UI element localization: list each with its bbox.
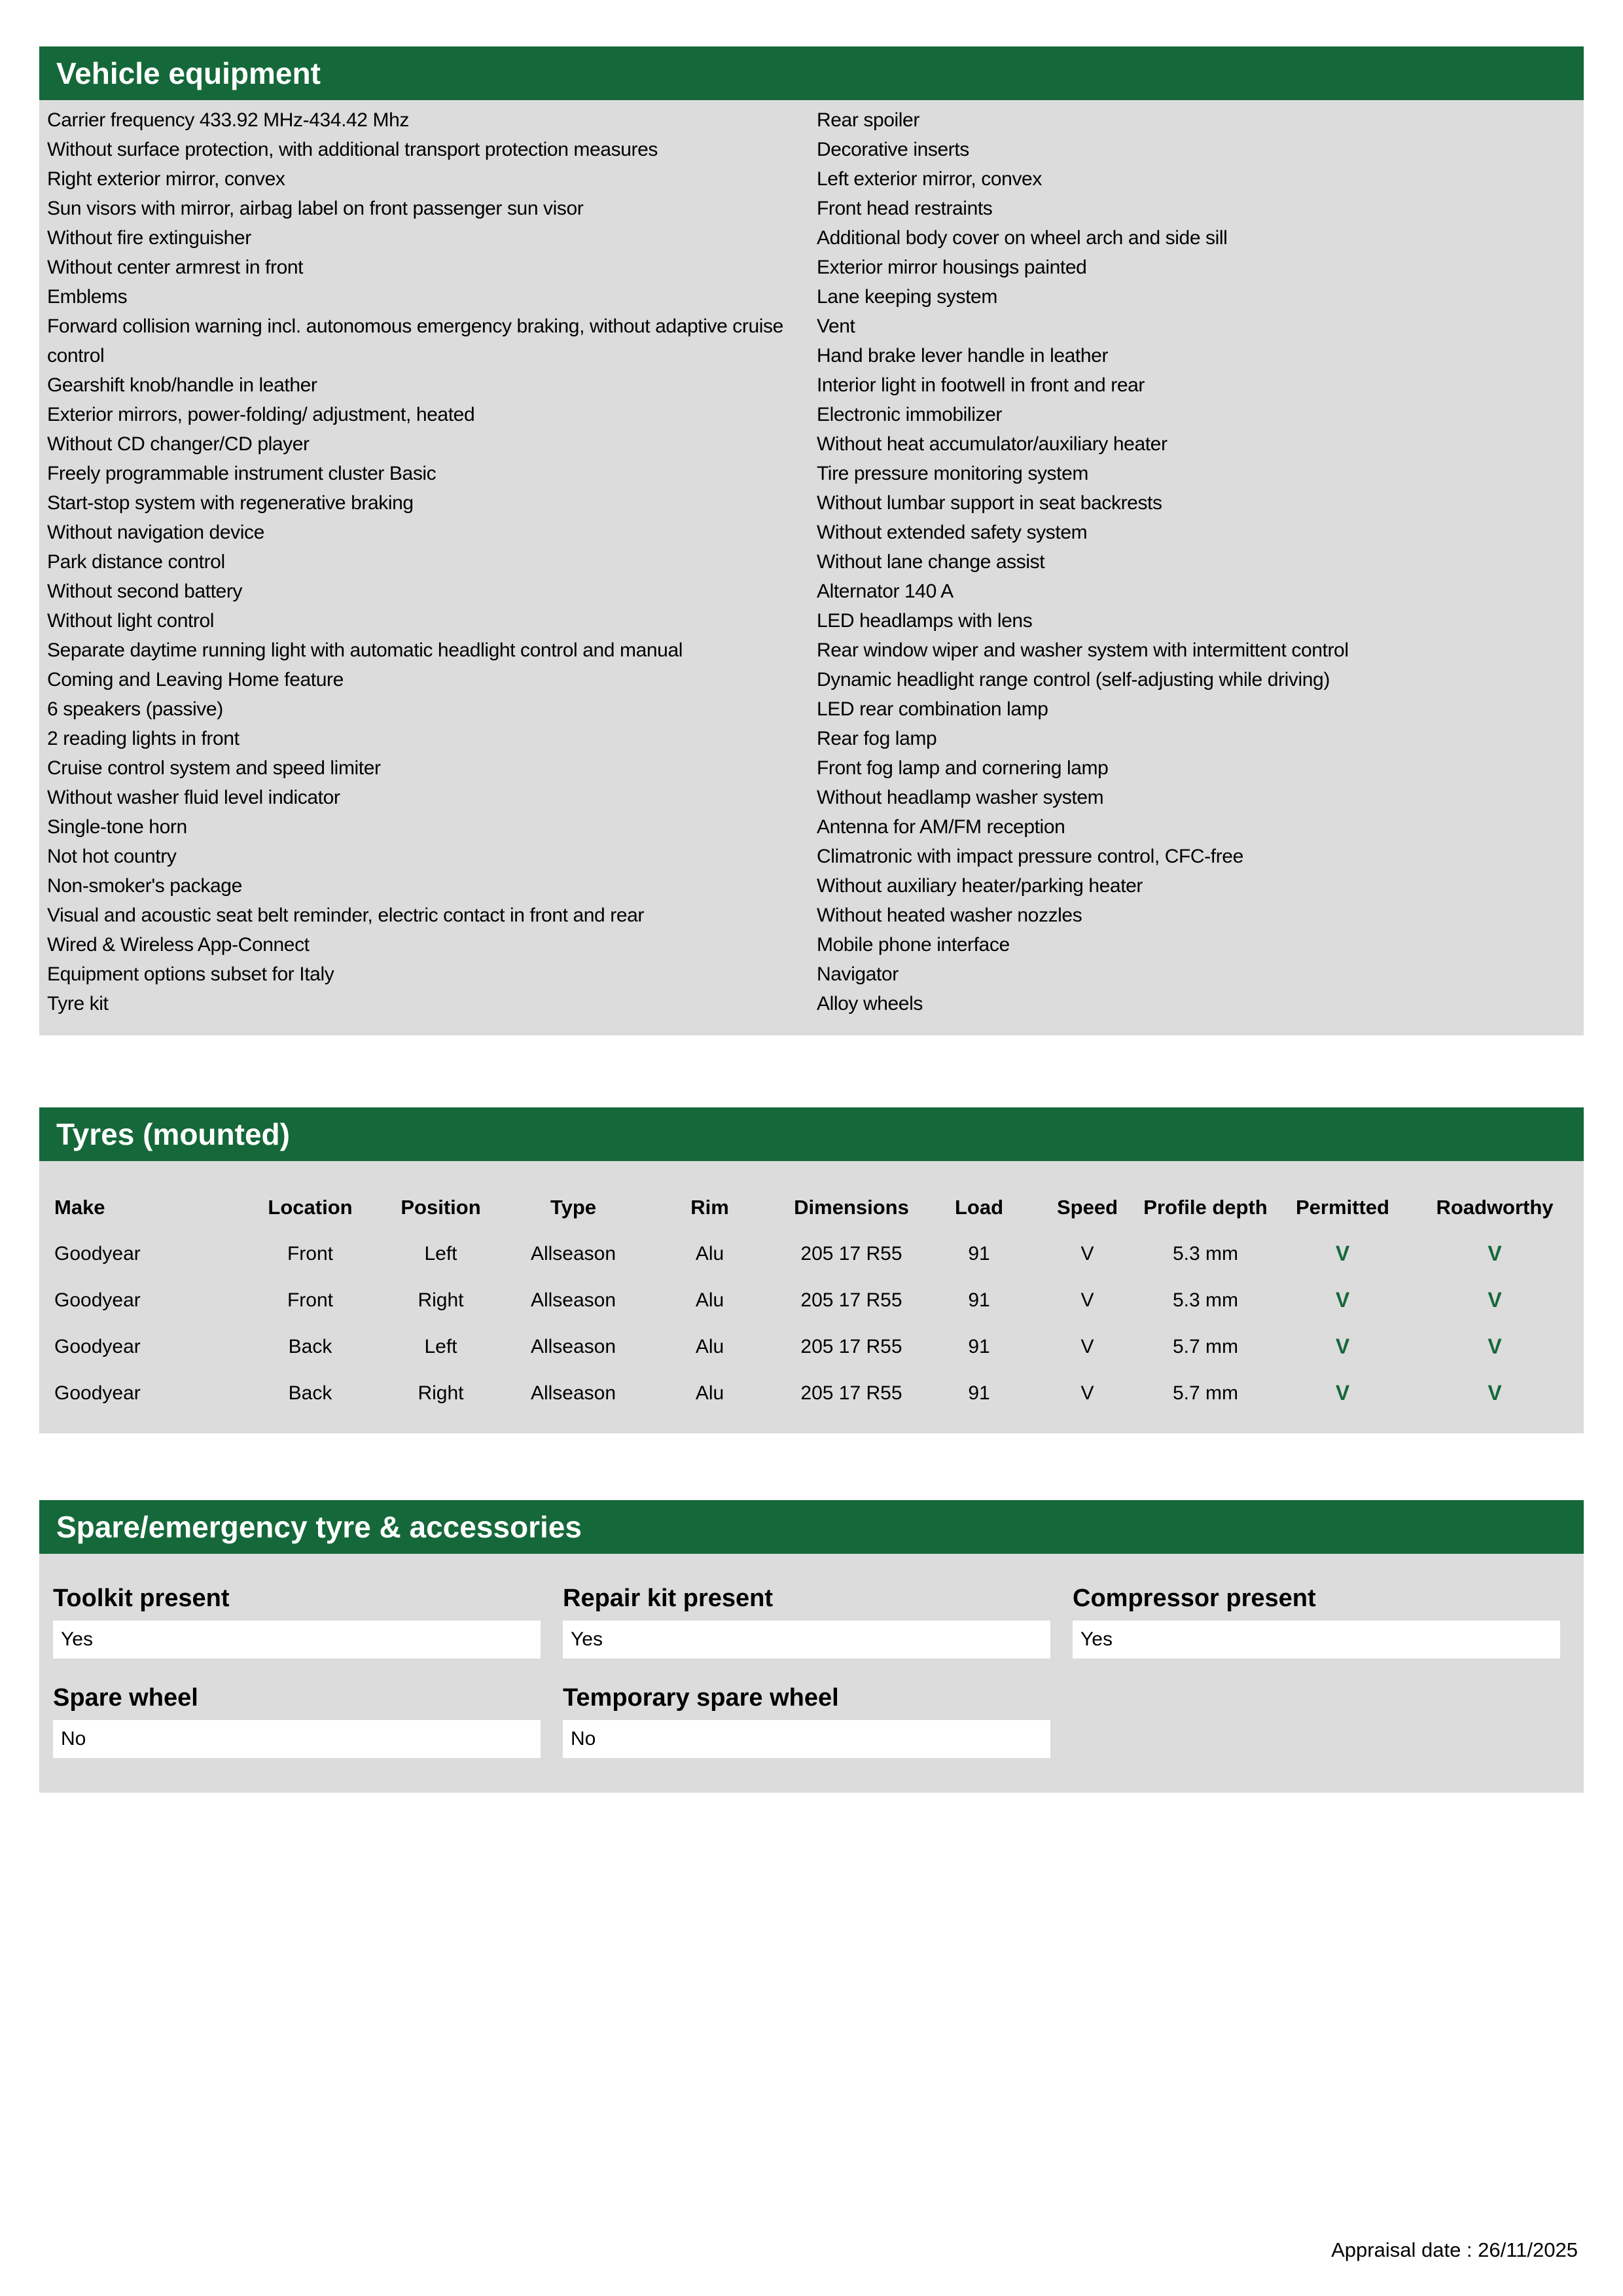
tyres-cell-make: Goodyear xyxy=(54,1242,141,1265)
tyres-table xyxy=(48,1185,1575,1416)
tyres-cell-load: 91 xyxy=(968,1242,990,1265)
equipment-item: Without lane change assist xyxy=(817,551,1045,573)
equipment-item: Non-smoker's package xyxy=(47,875,242,897)
tyres-cell-load: 91 xyxy=(968,1289,990,1311)
equipment-item: Front head restraints xyxy=(817,198,993,219)
equipment-item: Right exterior mirror, convex xyxy=(47,168,285,190)
equipment-item: Without light control xyxy=(47,610,215,632)
equipment-item: Decorative inserts xyxy=(817,139,969,160)
tyres-table-row xyxy=(48,1277,1575,1323)
tyres-cell-rim: Alu xyxy=(695,1242,724,1265)
tyres-cell-dimensions: 205 17 R55 xyxy=(800,1242,902,1265)
equipment-item: Separate daytime running light with automatic headlight control and manual xyxy=(47,639,683,661)
field-value-box: Yes xyxy=(563,1621,1050,1659)
tyres-cell-make: Goodyear xyxy=(54,1382,141,1404)
tyres-cell-profile-depth: 5.7 mm xyxy=(1172,1335,1239,1357)
equipment-item: Without lumbar support in seat backrests xyxy=(817,492,1162,514)
tyres-cell-rim: Alu xyxy=(695,1335,724,1357)
tyres-cell-rim: Alu xyxy=(695,1382,724,1404)
section-header-vehicle-equipment xyxy=(39,46,1584,100)
equipment-column-right xyxy=(817,105,1576,1018)
equipment-item: Without washer fluid level indicator xyxy=(47,787,340,808)
tyres-column-header-position: Position xyxy=(401,1196,481,1219)
equipment-item: Alternator 140 A xyxy=(817,581,954,602)
section-title: Spare/emergency tyre & accessories xyxy=(56,1510,582,1544)
equipment-item: Carrier frequency 433.92 MHz-434.42 Mhz xyxy=(47,109,409,131)
equipment-item: Forward collision warning incl. autonomous emergency braking, without adaptive cruise control xyxy=(47,315,783,367)
tyres-cell-speed: V xyxy=(1080,1335,1094,1357)
tyres-column-header-load: Load xyxy=(954,1196,1004,1219)
equipment-item: Without center armrest in front xyxy=(47,257,304,278)
equipment-item: Emblems xyxy=(47,286,128,308)
section-title: Tyres (mounted) xyxy=(56,1117,290,1151)
equipment-item: Without navigation device xyxy=(47,522,264,543)
tyres-cell-type: Allseason xyxy=(530,1335,616,1357)
equipment-item: Antenna for AM/FM reception xyxy=(817,816,1065,838)
equipment-item: Dynamic headlight range control (self-adjusting while driving) xyxy=(817,669,1330,691)
tyres-cell-location: Back xyxy=(288,1335,332,1357)
tyres-header-row xyxy=(48,1185,1575,1230)
equipment-item: Rear spoiler xyxy=(817,109,919,131)
tyres-table-row xyxy=(48,1323,1575,1370)
tyres-column-header-make: Make xyxy=(54,1196,105,1219)
spare-field-compressor-present xyxy=(1073,1584,1560,1659)
equipment-item: Without second battery xyxy=(47,581,243,602)
tyres-cell-speed: V xyxy=(1080,1382,1094,1404)
field-label: Toolkit present xyxy=(53,1585,230,1612)
tyres-cell-profile-depth: 5.3 mm xyxy=(1172,1289,1239,1311)
equipment-item: Without heat accumulator/auxiliary heater xyxy=(817,433,1168,455)
equipment-item: Coming and Leaving Home feature xyxy=(47,669,344,691)
tyres-cell-rim: Alu xyxy=(695,1289,724,1311)
tyres-column-header-location: Location xyxy=(268,1196,353,1219)
section-spare-emergency-tyre xyxy=(39,1500,1584,1793)
tyres-cell-roadworthy: V xyxy=(1488,1242,1502,1265)
tyres-cell-type: Allseason xyxy=(530,1289,616,1311)
equipment-item: Exterior mirrors, power-folding/ adjustment, heated xyxy=(47,404,475,425)
tyres-cell-position: Left xyxy=(424,1335,457,1357)
tyres-table-head xyxy=(48,1185,1575,1230)
spare-fields-grid xyxy=(39,1554,1584,1793)
equipment-item: Vent xyxy=(817,315,855,337)
tyres-cell-dimensions: 205 17 R55 xyxy=(800,1382,902,1404)
equipment-item: Mobile phone interface xyxy=(817,934,1010,956)
tyres-table-row xyxy=(48,1230,1575,1277)
spare-field-spare-wheel xyxy=(53,1683,541,1758)
tyres-column-header-rim: Rim xyxy=(690,1196,729,1219)
equipment-item: 6 speakers (passive) xyxy=(47,698,223,720)
tyres-cell-permitted: V xyxy=(1335,1288,1350,1312)
equipment-item: Start-stop system with regenerative braking xyxy=(47,492,414,514)
equipment-item: Park distance control xyxy=(47,551,225,573)
tyres-column-header-speed: Speed xyxy=(1056,1196,1118,1219)
equipment-item: Lane keeping system xyxy=(817,286,997,308)
tyres-column-header-profile-depth: Profile depth xyxy=(1143,1196,1268,1219)
equipment-item: Navigator xyxy=(817,963,899,985)
spare-field-toolkit-present xyxy=(53,1584,541,1659)
field-label: Temporary spare wheel xyxy=(563,1684,839,1712)
spare-field-repair-kit-present xyxy=(563,1584,1050,1659)
tyres-table-body xyxy=(39,1161,1584,1433)
equipment-item: Visual and acoustic seat belt reminder, electric contact in front and rear xyxy=(47,905,645,926)
equipment-item: Tyre kit xyxy=(47,993,109,1014)
tyres-column-header-dimensions: Dimensions xyxy=(794,1196,909,1219)
equipment-item: Single-tone horn xyxy=(47,816,187,838)
tyres-cell-permitted: V xyxy=(1335,1381,1350,1405)
equipment-item: Front fog lamp and cornering lamp xyxy=(817,757,1109,779)
tyres-cell-roadworthy: V xyxy=(1488,1335,1502,1358)
tyres-cell-permitted: V xyxy=(1335,1335,1350,1358)
equipment-item: Rear fog lamp xyxy=(817,728,937,749)
tyres-cell-location: Front xyxy=(287,1242,334,1265)
tyres-cell-position: Right xyxy=(418,1382,464,1404)
tyres-cell-position: Right xyxy=(418,1289,464,1311)
equipment-item: Without auxiliary heater/parking heater xyxy=(817,875,1143,897)
tyres-cell-permitted: V xyxy=(1335,1242,1350,1265)
spare-field-temporary-spare-wheel xyxy=(563,1683,1050,1758)
equipment-item: Electronic immobilizer xyxy=(817,404,1002,425)
section-vehicle-equipment xyxy=(39,46,1584,1035)
equipment-item: Without extended safety system xyxy=(817,522,1088,543)
field-label: Repair kit present xyxy=(563,1585,773,1612)
field-label: Compressor present xyxy=(1073,1585,1316,1612)
tyres-cell-profile-depth: 5.3 mm xyxy=(1172,1242,1239,1265)
tyres-cell-dimensions: 205 17 R55 xyxy=(800,1289,902,1311)
tyres-cell-roadworthy: V xyxy=(1488,1288,1502,1312)
equipment-item: Climatronic with impact pressure control, CFC-free xyxy=(817,846,1243,867)
tyres-cell-load: 91 xyxy=(968,1382,990,1404)
equipment-item: Additional body cover on wheel arch and side sill xyxy=(817,227,1228,249)
equipment-item: Without fire extinguisher xyxy=(47,227,251,249)
equipment-item: Exterior mirror housings painted xyxy=(817,257,1087,278)
tyres-cell-type: Allseason xyxy=(530,1382,616,1404)
equipment-item: Interior light in footwell in front and rear xyxy=(817,374,1145,396)
tyres-cell-position: Left xyxy=(424,1242,457,1265)
section-header-tyres-mounted xyxy=(39,1107,1584,1161)
tyres-table-row xyxy=(48,1370,1575,1416)
tyres-cell-speed: V xyxy=(1080,1242,1094,1265)
equipment-item: Not hot country xyxy=(47,846,177,867)
tyres-cell-type: Allseason xyxy=(530,1242,616,1265)
tyres-cell-load: 91 xyxy=(968,1335,990,1357)
section-title: Vehicle equipment xyxy=(56,56,321,90)
field-value-box: Yes xyxy=(53,1621,541,1659)
appraisal-date: Appraisal date : 26/11/2025 xyxy=(1331,2238,1578,2261)
equipment-item: Tire pressure monitoring system xyxy=(817,463,1088,484)
equipment-item: Freely programmable instrument cluster Basic xyxy=(47,463,437,484)
field-label: Spare wheel xyxy=(53,1684,198,1712)
field-value-box: Yes xyxy=(1073,1621,1560,1659)
equipment-item: Without CD changer/CD player xyxy=(47,433,310,455)
tyres-column-header-permitted: Permitted xyxy=(1296,1196,1389,1219)
tyres-cell-location: Front xyxy=(287,1289,334,1311)
equipment-item: 2 reading lights in front xyxy=(47,728,240,749)
tyres-cell-location: Back xyxy=(288,1382,332,1404)
section-tyres-mounted xyxy=(39,1107,1584,1433)
field-value-box: No xyxy=(53,1720,541,1758)
equipment-item: LED headlamps with lens xyxy=(817,610,1033,632)
equipment-item: Wired & Wireless App-Connect xyxy=(47,934,310,956)
equipment-item: Equipment options subset for Italy xyxy=(47,963,334,985)
equipment-item: Gearshift knob/handle in leather xyxy=(47,374,317,396)
tyres-cell-speed: V xyxy=(1080,1289,1094,1311)
equipment-item: Hand brake lever handle in leather xyxy=(817,345,1109,367)
tyres-cell-make: Goodyear xyxy=(54,1289,141,1311)
tyres-column-header-roadworthy: Roadworthy xyxy=(1436,1196,1554,1219)
tyres-table-rows xyxy=(48,1230,1575,1416)
tyres-column-header-type: Type xyxy=(550,1196,597,1219)
field-value-box: No xyxy=(563,1720,1050,1758)
equipment-item: Alloy wheels xyxy=(817,993,923,1014)
equipment-item: Sun visors with mirror, airbag label on front passenger sun visor xyxy=(47,198,584,219)
section-header-spare-emergency-tyre xyxy=(39,1500,1584,1554)
tyres-cell-make: Goodyear xyxy=(54,1335,141,1357)
vehicle-equipment-body xyxy=(39,100,1584,1035)
equipment-item: Rear window wiper and washer system with intermittent control xyxy=(817,639,1349,661)
tyres-cell-profile-depth: 5.7 mm xyxy=(1172,1382,1239,1404)
equipment-item: Without surface protection, with additional transport protection measures xyxy=(47,139,658,160)
tyres-cell-roadworthy: V xyxy=(1488,1381,1502,1405)
equipment-item: Without heated washer nozzles xyxy=(817,905,1082,926)
equipment-item: Left exterior mirror, convex xyxy=(817,168,1042,190)
equipment-item: LED rear combination lamp xyxy=(817,698,1048,720)
equipment-item: Without headlamp washer system xyxy=(817,787,1104,808)
equipment-item: Cruise control system and speed limiter xyxy=(47,757,381,779)
tyres-cell-dimensions: 205 17 R55 xyxy=(800,1335,902,1357)
equipment-column-left xyxy=(47,105,809,1018)
